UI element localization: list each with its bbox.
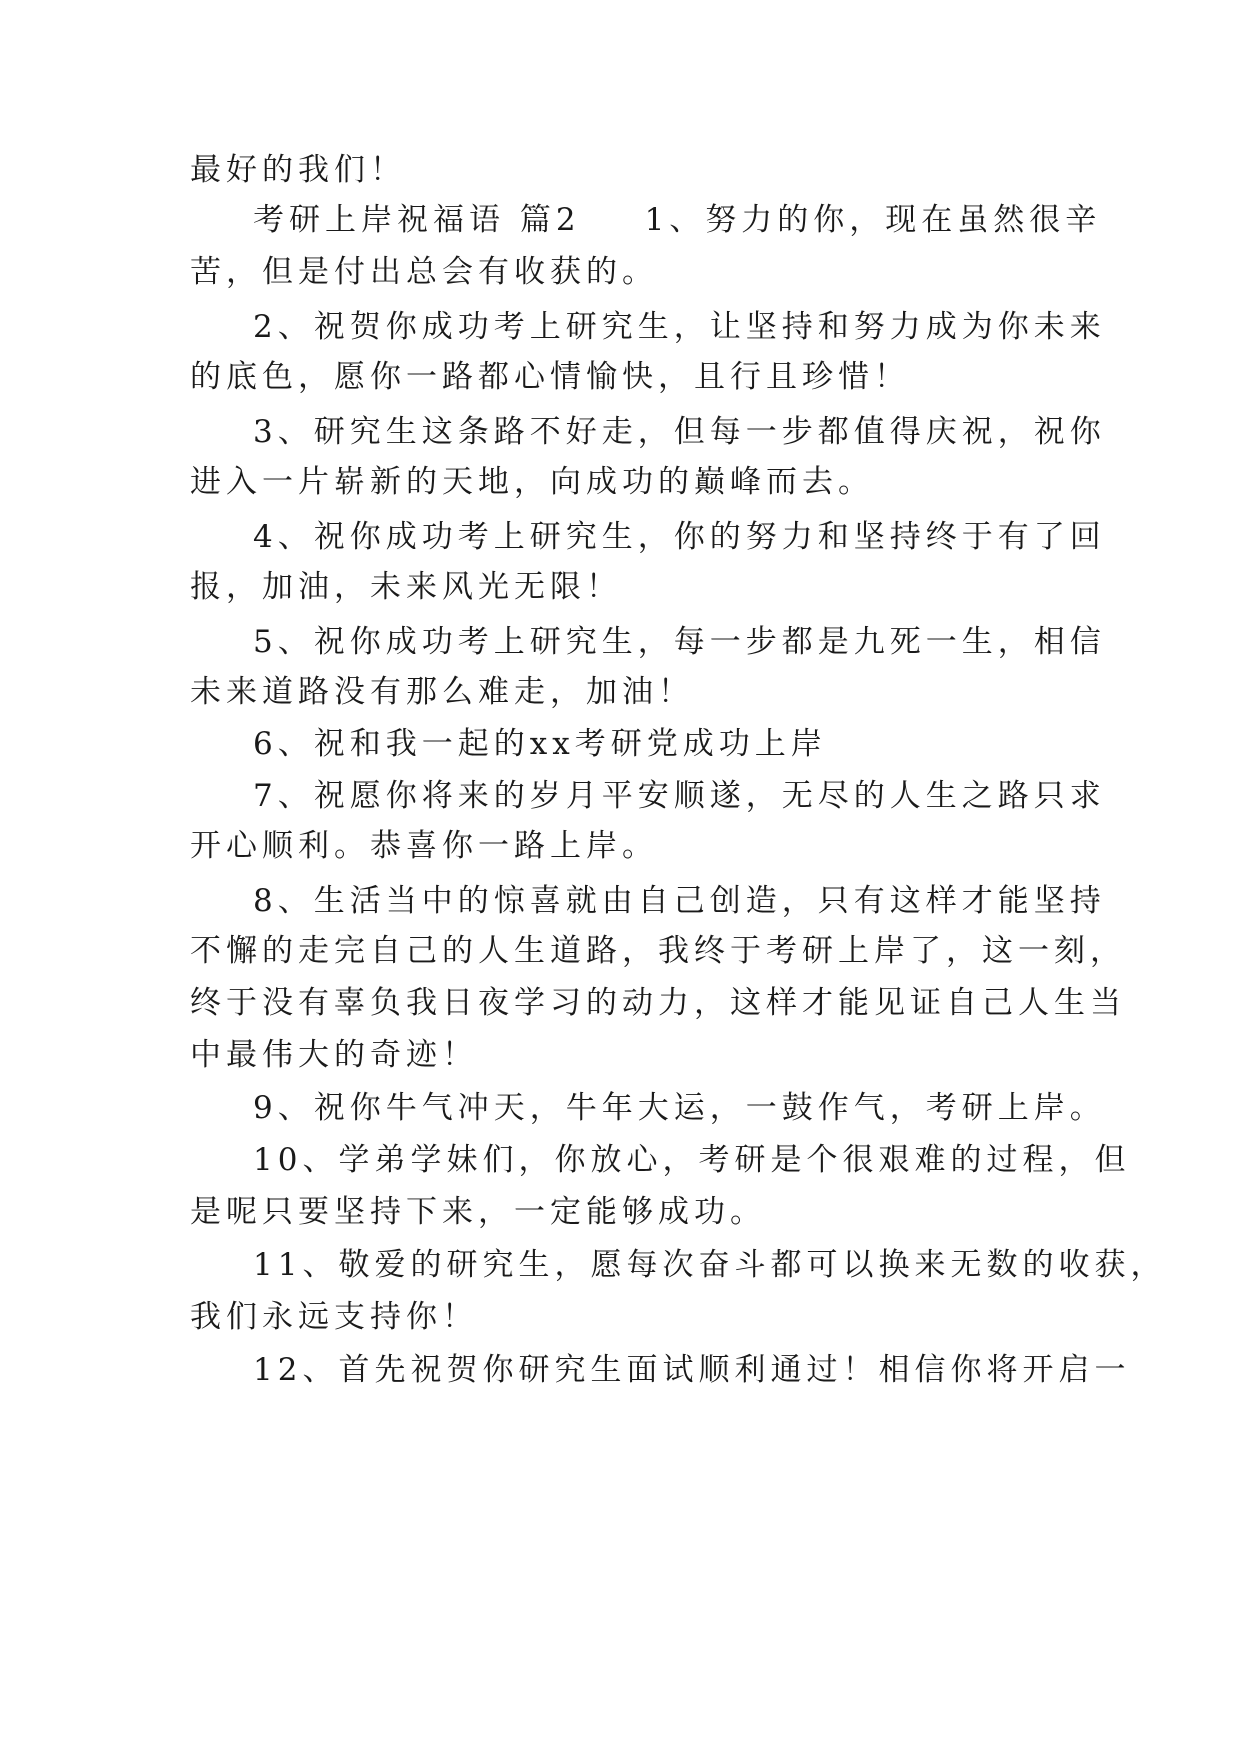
paragraph-line: 最好的我们！: [190, 152, 406, 188]
paragraph-line: 1、努力的你，现在虽然很辛: [644, 202, 1102, 238]
paragraph-line: 5、祝你成功考上研究生，每一步都是九死一生，相信: [253, 624, 1106, 660]
paragraph-line: 6、祝和我一起的xx考研党成功上岸: [253, 726, 827, 762]
paragraph-line: 8、生活当中的惊喜就由自己创造，只有这样才能坚持: [253, 883, 1106, 919]
paragraph-line: 4、祝你成功考上研究生，你的努力和坚持终于有了回: [253, 519, 1106, 555]
paragraph-line: 开心顺利。恭喜你一路上岸。: [190, 828, 658, 864]
paragraph-line: 7、祝愿你将来的岁月平安顺遂，无尽的人生之路只求: [253, 778, 1106, 814]
paragraph-line: 11、敬爱的研究生，愿每次奋斗都可以换来无数的收获，: [253, 1247, 1167, 1283]
paragraph-line: 苦，但是付出总会有收获的。: [190, 254, 658, 290]
paragraph-line: 未来道路没有那么难走，加油！: [190, 674, 694, 710]
paragraph-line: 9、祝你牛气冲天，牛年大运，一鼓作气，考研上岸。: [253, 1090, 1106, 1126]
paragraph-line: 终于没有辜负我日夜学习的动力，这样才能见证自己人生当: [190, 985, 1126, 1021]
paragraph-line: 的底色，愿你一路都心情愉快，且行且珍惜！: [190, 359, 910, 395]
paragraph-line: 进入一片崭新的天地，向成功的巅峰而去。: [190, 464, 874, 500]
section-heading: 考研上岸祝福语 篇2: [253, 202, 581, 238]
paragraph-line: 我们永远支持你！: [190, 1299, 478, 1335]
section-heading-line: [253, 200, 1101, 240]
paragraph-line: 3、研究生这条路不好走，但每一步都值得庆祝，祝你: [253, 414, 1106, 450]
paragraph-line: 10、学弟学妹们，你放心，考研是个很艰难的过程，但: [253, 1142, 1131, 1178]
paragraph-line: 是呢只要坚持下来，一定能够成功。: [190, 1194, 766, 1230]
paragraph-line: 2、祝贺你成功考上研究生，让坚持和努力成为你未来: [253, 309, 1106, 345]
paragraph-line: 报，加油，未来风光无限！: [190, 569, 622, 605]
paragraph-line: 不懈的走完自己的人生道路，我终于考研上岸了，这一刻，: [190, 933, 1126, 969]
paragraph-line: 12、首先祝贺你研究生面试顺利通过！相信你将开启一: [253, 1352, 1131, 1388]
paragraph-line: 中最伟大的奇迹！: [190, 1037, 478, 1073]
